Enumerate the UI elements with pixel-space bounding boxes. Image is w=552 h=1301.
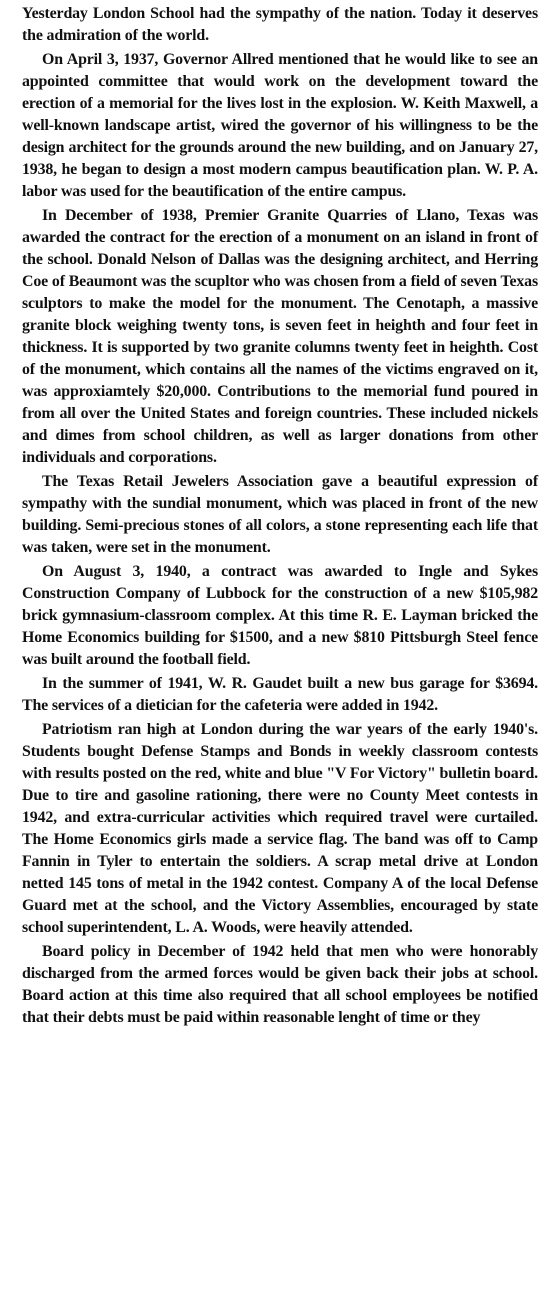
paragraph-2: On April 3, 1937, Governor Allred mentioned that he would like to see an appointed committee that would work on the development toward the erection of a memorial for the lives lost in the explosion. W. Keith Maxwell, a well-known landscape artist, wired the governor of his willingness to be the design architect for the grounds around the new building, and on January 27, 1938, he began to design a most modern campus beautification plan. W. P. A. labor was used for the beautification of the entire campus.: [22, 51, 538, 200]
paragraph-1: Yesterday London School had the sympathy of the nation. Today it deserves the admiration of the world.: [22, 5, 538, 44]
paragraph-6: In the summer of 1941, W. R. Gaudet built a new bus garage for $3694. The services of a dietician for the cafeteria were added in 1942.: [22, 675, 538, 714]
paragraph-7: Patriotism ran high at London during the war years of the early 1940's. Students bought Defense Stamps and Bonds in weekly classroom contests with results posted on the red, white and blue "V For Victory" bulletin board. Due to tire and gasoline rationing, there were no County Meet contests in 1942, and extra-curricular activities which required travel were curtailed. The Home Economics girls made a service flag. The band was off to Camp Fannin in Tyler to entertain the soldiers. A scrap metal drive at London netted 145 tons of metal in the 1942 contest. Company A of the local Defense Guard met at the school, and the Victory Assemblies, encouraged by state school superintendent, L. A. Woods, were heavily attended.: [22, 721, 538, 936]
paragraph-4: The Texas Retail Jewelers Association gave a beautiful expression of sympathy with the sundial monument, which was placed in front of the new building. Semi-precious stones of all colors, a stone representing each life that was taken, were set in the monument.: [22, 473, 538, 556]
paragraph-5: On August 3, 1940, a contract was awarded to Ingle and Sykes Construction Company of Lubbock for the construction of a new $105,982 brick gymnasium-classroom complex. At this time R. E. Layman bricked the Home Economics building for $1500, and a new $810 Pittsburgh Steel fence was built around the football field.: [22, 563, 538, 668]
paragraph-8: Board policy in December of 1942 held that men who were honorably discharged from the armed forces would be given back their jobs at school. Board action at this time also required that all school employees be notified that their debts must be paid within reasonable lenght of time or they: [22, 943, 538, 1026]
paragraph-3: In December of 1938, Premier Granite Quarries of Llano, Texas was awarded the contract for the erection of a monument on an island in front of the school. Donald Nelson of Dallas was the designing architect, and Herring Coe of Beaumont was the scupltor who was chosen from a field of seven Texas sculptors to make the model for the monument. The Cenotaph, a massive granite block weighing twenty tons, is seven feet in heighth and four feet in thickness. It is supported by two granite columns twenty feet in heighth. Cost of the monument, which contains all the names of the victims engraved on it, was approxiamtely $20,000. Contributions to the memorial fund poured in from all over the United States and foreign countries. These included nickels and dimes from school children, as well as larger donations from other individuals and corporations.: [22, 207, 538, 466]
